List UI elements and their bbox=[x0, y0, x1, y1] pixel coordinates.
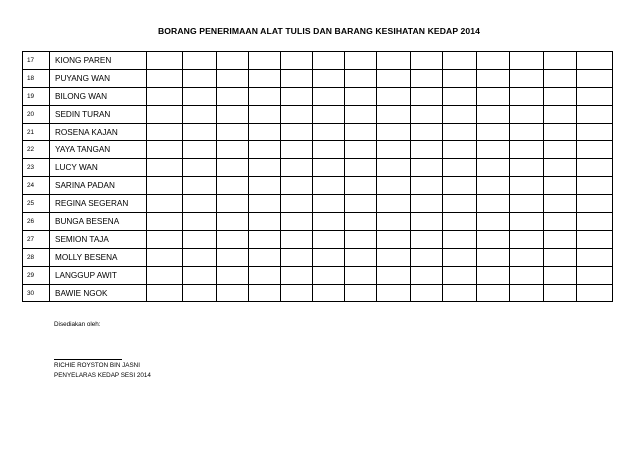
blank-cell bbox=[313, 266, 345, 284]
blank-cell bbox=[377, 213, 411, 231]
blank-cell bbox=[147, 52, 183, 70]
blank-cell bbox=[217, 52, 249, 70]
blank-cell bbox=[577, 284, 613, 302]
recipient-name: LANGGUP AWIT bbox=[50, 266, 147, 284]
blank-cell bbox=[217, 105, 249, 123]
blank-cell bbox=[377, 266, 411, 284]
blank-cell bbox=[249, 177, 281, 195]
blank-cell bbox=[217, 87, 249, 105]
blank-cell bbox=[217, 69, 249, 87]
blank-cell bbox=[281, 177, 313, 195]
blank-cell bbox=[477, 266, 510, 284]
blank-cell bbox=[183, 230, 217, 248]
blank-cell bbox=[345, 213, 377, 231]
blank-cell bbox=[377, 195, 411, 213]
blank-cell bbox=[313, 52, 345, 70]
blank-cell bbox=[281, 213, 313, 231]
blank-cell bbox=[345, 177, 377, 195]
recipient-name: BILONG WAN bbox=[50, 87, 147, 105]
blank-cell bbox=[411, 230, 443, 248]
blank-cell bbox=[147, 195, 183, 213]
blank-cell bbox=[477, 248, 510, 266]
blank-cell bbox=[217, 213, 249, 231]
blank-cell bbox=[345, 284, 377, 302]
blank-cell bbox=[510, 195, 544, 213]
blank-cell bbox=[147, 159, 183, 177]
blank-cell bbox=[544, 284, 577, 302]
row-number: 19 bbox=[23, 87, 50, 105]
blank-cell bbox=[281, 284, 313, 302]
blank-cell bbox=[217, 195, 249, 213]
blank-cell bbox=[281, 230, 313, 248]
blank-cell bbox=[443, 284, 477, 302]
blank-cell bbox=[345, 69, 377, 87]
blank-cell bbox=[510, 123, 544, 141]
blank-cell bbox=[249, 69, 281, 87]
blank-cell bbox=[313, 123, 345, 141]
blank-cell bbox=[147, 87, 183, 105]
blank-cell bbox=[544, 52, 577, 70]
blank-cell bbox=[217, 230, 249, 248]
blank-cell bbox=[217, 123, 249, 141]
blank-cell bbox=[577, 69, 613, 87]
blank-cell bbox=[377, 69, 411, 87]
blank-cell bbox=[544, 141, 577, 159]
blank-cell bbox=[477, 123, 510, 141]
blank-cell bbox=[477, 230, 510, 248]
table-row bbox=[23, 248, 613, 266]
blank-cell bbox=[281, 87, 313, 105]
blank-cell bbox=[443, 141, 477, 159]
blank-cell bbox=[377, 87, 411, 105]
blank-cell bbox=[313, 177, 345, 195]
blank-cell bbox=[377, 248, 411, 266]
blank-cell bbox=[313, 87, 345, 105]
blank-cell bbox=[510, 230, 544, 248]
blank-cell bbox=[411, 123, 443, 141]
row-number: 20 bbox=[23, 105, 50, 123]
blank-cell bbox=[443, 123, 477, 141]
blank-cell bbox=[249, 123, 281, 141]
table-row bbox=[23, 230, 613, 248]
blank-cell bbox=[345, 52, 377, 70]
blank-cell bbox=[577, 195, 613, 213]
blank-cell bbox=[510, 248, 544, 266]
blank-cell bbox=[443, 52, 477, 70]
blank-cell bbox=[477, 195, 510, 213]
blank-cell bbox=[281, 105, 313, 123]
blank-cell bbox=[443, 69, 477, 87]
blank-cell bbox=[183, 105, 217, 123]
blank-cell bbox=[510, 52, 544, 70]
blank-cell bbox=[377, 123, 411, 141]
blank-cell bbox=[544, 177, 577, 195]
table-row bbox=[23, 123, 613, 141]
blank-cell bbox=[510, 87, 544, 105]
blank-cell bbox=[249, 230, 281, 248]
blank-cell bbox=[443, 266, 477, 284]
blank-cell bbox=[183, 87, 217, 105]
blank-cell bbox=[544, 266, 577, 284]
row-number: 23 bbox=[23, 159, 50, 177]
blank-cell bbox=[443, 248, 477, 266]
blank-cell bbox=[477, 141, 510, 159]
row-number: 27 bbox=[23, 230, 50, 248]
blank-cell bbox=[477, 69, 510, 87]
blank-cell bbox=[147, 284, 183, 302]
blank-cell bbox=[147, 69, 183, 87]
blank-cell bbox=[217, 159, 249, 177]
blank-cell bbox=[345, 141, 377, 159]
table-row bbox=[23, 284, 613, 302]
row-number: 30 bbox=[23, 284, 50, 302]
blank-cell bbox=[544, 213, 577, 231]
blank-cell bbox=[249, 266, 281, 284]
blank-cell bbox=[544, 69, 577, 87]
blank-cell bbox=[377, 177, 411, 195]
blank-cell bbox=[313, 195, 345, 213]
blank-cell bbox=[577, 213, 613, 231]
row-number: 26 bbox=[23, 213, 50, 231]
blank-cell bbox=[443, 105, 477, 123]
blank-cell bbox=[249, 141, 281, 159]
blank-cell bbox=[183, 195, 217, 213]
recipient-name: PUYANG WAN bbox=[50, 69, 147, 87]
blank-cell bbox=[183, 284, 217, 302]
receipt-table bbox=[22, 51, 613, 302]
row-number: 29 bbox=[23, 266, 50, 284]
blank-cell bbox=[345, 105, 377, 123]
blank-cell bbox=[411, 69, 443, 87]
blank-cell bbox=[443, 159, 477, 177]
blank-cell bbox=[345, 230, 377, 248]
blank-cell bbox=[477, 284, 510, 302]
blank-cell bbox=[217, 266, 249, 284]
blank-cell bbox=[577, 52, 613, 70]
table-row bbox=[23, 213, 613, 231]
blank-cell bbox=[577, 230, 613, 248]
recipient-name: MOLLY BESENA bbox=[50, 248, 147, 266]
blank-cell bbox=[411, 248, 443, 266]
signatory-position: PENYELARAS KEDAP SESI 2014 bbox=[54, 372, 151, 379]
blank-cell bbox=[345, 87, 377, 105]
table-row bbox=[23, 52, 613, 70]
blank-cell bbox=[313, 141, 345, 159]
blank-cell bbox=[443, 213, 477, 231]
blank-cell bbox=[477, 213, 510, 231]
blank-cell bbox=[217, 248, 249, 266]
row-number: 25 bbox=[23, 195, 50, 213]
blank-cell bbox=[281, 52, 313, 70]
blank-cell bbox=[345, 195, 377, 213]
blank-cell bbox=[313, 213, 345, 231]
recipient-name: YAYA TANGAN bbox=[50, 141, 147, 159]
table-row bbox=[23, 87, 613, 105]
blank-cell bbox=[147, 266, 183, 284]
blank-cell bbox=[443, 87, 477, 105]
blank-cell bbox=[544, 230, 577, 248]
table-row bbox=[23, 141, 613, 159]
table-row bbox=[23, 177, 613, 195]
blank-cell bbox=[443, 230, 477, 248]
blank-cell bbox=[281, 69, 313, 87]
blank-cell bbox=[411, 105, 443, 123]
blank-cell bbox=[281, 248, 313, 266]
blank-cell bbox=[249, 159, 281, 177]
blank-cell bbox=[377, 284, 411, 302]
blank-cell bbox=[411, 195, 443, 213]
blank-cell bbox=[147, 105, 183, 123]
blank-cell bbox=[544, 159, 577, 177]
blank-cell bbox=[477, 159, 510, 177]
row-number: 21 bbox=[23, 123, 50, 141]
recipient-name: REGINA SEGERAN bbox=[50, 195, 147, 213]
blank-cell bbox=[577, 266, 613, 284]
blank-cell bbox=[577, 123, 613, 141]
blank-cell bbox=[510, 141, 544, 159]
blank-cell bbox=[147, 177, 183, 195]
table-row bbox=[23, 159, 613, 177]
recipient-name: SEDIN TURAN bbox=[50, 105, 147, 123]
blank-cell bbox=[544, 87, 577, 105]
blank-cell bbox=[313, 159, 345, 177]
row-number: 18 bbox=[23, 69, 50, 87]
blank-cell bbox=[377, 105, 411, 123]
blank-cell bbox=[377, 141, 411, 159]
blank-cell bbox=[510, 213, 544, 231]
recipient-name: SEMION TAJA bbox=[50, 230, 147, 248]
blank-cell bbox=[411, 266, 443, 284]
blank-cell bbox=[313, 230, 345, 248]
blank-cell bbox=[345, 123, 377, 141]
blank-cell bbox=[510, 159, 544, 177]
blank-cell bbox=[249, 87, 281, 105]
blank-cell bbox=[147, 141, 183, 159]
blank-cell bbox=[544, 105, 577, 123]
recipient-name: ROSENA KAJAN bbox=[50, 123, 147, 141]
row-number: 24 bbox=[23, 177, 50, 195]
form-title: BORANG PENERIMAAN ALAT TULIS DAN BARANG KESIHATAN KEDAP 2014 bbox=[157, 26, 481, 36]
recipient-name: KIONG PAREN bbox=[50, 52, 147, 70]
blank-cell bbox=[577, 141, 613, 159]
blank-cell bbox=[313, 69, 345, 87]
table-row bbox=[23, 195, 613, 213]
blank-cell bbox=[477, 52, 510, 70]
blank-cell bbox=[183, 123, 217, 141]
blank-cell bbox=[183, 159, 217, 177]
blank-cell bbox=[411, 87, 443, 105]
row-number: 22 bbox=[23, 141, 50, 159]
blank-cell bbox=[147, 213, 183, 231]
blank-cell bbox=[345, 159, 377, 177]
blank-cell bbox=[443, 177, 477, 195]
blank-cell bbox=[281, 141, 313, 159]
blank-cell bbox=[281, 159, 313, 177]
row-number: 28 bbox=[23, 248, 50, 266]
prepared-by-label: Disediakan oleh: bbox=[54, 321, 101, 328]
blank-cell bbox=[345, 248, 377, 266]
blank-cell bbox=[510, 284, 544, 302]
blank-cell bbox=[313, 248, 345, 266]
blank-cell bbox=[411, 177, 443, 195]
blank-cell bbox=[577, 87, 613, 105]
blank-cell bbox=[510, 177, 544, 195]
blank-cell bbox=[183, 213, 217, 231]
blank-cell bbox=[477, 105, 510, 123]
blank-cell bbox=[544, 123, 577, 141]
blank-cell bbox=[249, 105, 281, 123]
blank-cell bbox=[411, 52, 443, 70]
blank-cell bbox=[577, 159, 613, 177]
blank-cell bbox=[577, 248, 613, 266]
blank-cell bbox=[183, 141, 217, 159]
blank-cell bbox=[313, 284, 345, 302]
signatory-name: RICHIE ROYSTON BIN JASNI bbox=[54, 362, 140, 369]
blank-cell bbox=[249, 284, 281, 302]
blank-cell bbox=[183, 69, 217, 87]
blank-cell bbox=[577, 105, 613, 123]
blank-cell bbox=[249, 52, 281, 70]
blank-cell bbox=[544, 195, 577, 213]
blank-cell bbox=[377, 159, 411, 177]
blank-cell bbox=[377, 52, 411, 70]
blank-cell bbox=[345, 266, 377, 284]
blank-cell bbox=[411, 284, 443, 302]
blank-cell bbox=[510, 266, 544, 284]
blank-cell bbox=[411, 159, 443, 177]
recipient-name: SARINA PADAN bbox=[50, 177, 147, 195]
blank-cell bbox=[577, 177, 613, 195]
table-row bbox=[23, 105, 613, 123]
recipient-name: LUCY WAN bbox=[50, 159, 147, 177]
blank-cell bbox=[281, 123, 313, 141]
blank-cell bbox=[377, 230, 411, 248]
blank-cell bbox=[510, 69, 544, 87]
row-number: 17 bbox=[23, 52, 50, 70]
blank-cell bbox=[281, 195, 313, 213]
blank-cell bbox=[147, 123, 183, 141]
recipient-name: BUNGA BESENA bbox=[50, 213, 147, 231]
blank-cell bbox=[313, 105, 345, 123]
blank-cell bbox=[183, 266, 217, 284]
blank-cell bbox=[510, 105, 544, 123]
blank-cell bbox=[249, 248, 281, 266]
blank-cell bbox=[147, 230, 183, 248]
blank-cell bbox=[183, 177, 217, 195]
blank-cell bbox=[249, 213, 281, 231]
signature-line bbox=[54, 359, 122, 360]
table-row bbox=[23, 69, 613, 87]
blank-cell bbox=[147, 248, 183, 266]
recipient-name: BAWIE NGOK bbox=[50, 284, 147, 302]
blank-cell bbox=[249, 195, 281, 213]
blank-cell bbox=[477, 177, 510, 195]
blank-cell bbox=[183, 52, 217, 70]
blank-cell bbox=[217, 177, 249, 195]
blank-cell bbox=[217, 284, 249, 302]
blank-cell bbox=[411, 141, 443, 159]
blank-cell bbox=[183, 248, 217, 266]
blank-cell bbox=[411, 213, 443, 231]
blank-cell bbox=[217, 141, 249, 159]
table-row bbox=[23, 266, 613, 284]
blank-cell bbox=[281, 266, 313, 284]
blank-cell bbox=[443, 195, 477, 213]
blank-cell bbox=[544, 248, 577, 266]
blank-cell bbox=[477, 87, 510, 105]
